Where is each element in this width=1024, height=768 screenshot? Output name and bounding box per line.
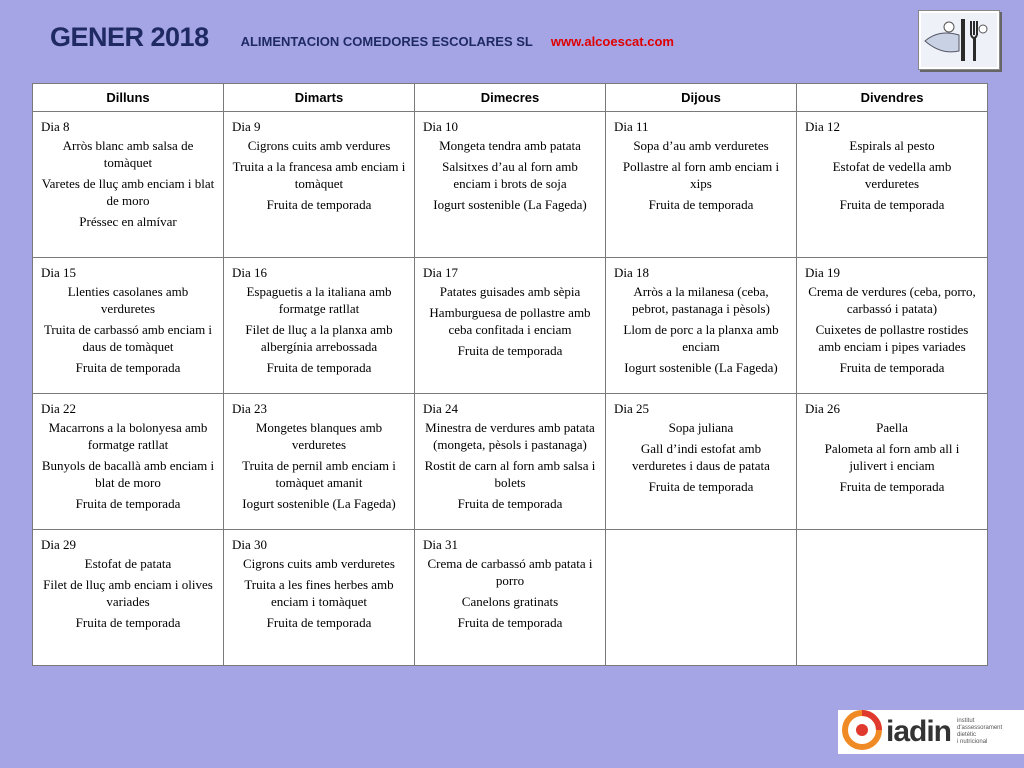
dish-item: Sopa d’au amb verduretes [633,138,769,153]
day-cell [415,112,606,258]
dish-item: Hamburguesa de pollastre amb ceba confitada i enciam [429,305,591,337]
dish-item: Fruita de temporada [75,615,181,630]
day-label: Dia 18 [614,265,650,280]
day-label: Dia 12 [805,119,841,134]
day-label: Dia 22 [41,401,77,416]
day-cell [224,530,415,666]
column-header-friday: Divendres [797,84,988,112]
day-cell [606,394,797,530]
dish-item: Macarrons a la bolonyesa amb formatge ratllat [48,420,208,452]
day-cell [33,394,224,530]
day-label: Dia 24 [423,401,459,416]
day-cell [797,112,988,258]
iadin-subtitle-line: institut [957,718,975,724]
dish-item: Espaguetis a la italiana amb formatge ratllat [246,284,392,316]
company-name: ALIMENTACION COMEDORES ESCOLARES SL [240,34,533,49]
dish-item: Arròs a la milanesa (ceba, pebrot, pastanaga i pèsols) [632,284,770,316]
dish-item: Fruita de temporada [648,197,754,212]
iadin-subtitle-line: d'assessorament [957,725,1003,731]
dish-item: Fruita de temporada [457,343,563,358]
column-header-monday: Dilluns [33,84,224,112]
column-header-wednesday: Dimecres [415,84,606,112]
day-label: Dia 9 [232,119,261,134]
table-header-row [33,84,988,112]
day-label: Dia 16 [232,265,268,280]
day-label: Dia 30 [232,537,268,552]
dish-item: Fruita de temporada [839,197,945,212]
dish-item: Fruita de temporada [266,360,372,375]
dish-item: Fruita de temporada [457,615,563,630]
day-cell [606,258,797,394]
dish-item: Patates guisades amb sèpia [439,284,581,299]
dish-item: Estofat de patata [84,556,172,571]
dish-item: Iogurt sostenible (La Fageda) [433,197,587,212]
dish-item: Bunyols de bacallà amb enciam i blat de moro [41,458,215,490]
day-label: Dia 15 [41,265,77,280]
table-row [33,112,988,258]
day-label: Dia 19 [805,265,841,280]
dish-item: Fruita de temporada [75,360,181,375]
table-row [33,530,988,666]
menu-table [32,83,988,666]
dish-item: Préssec en almívar [79,214,177,229]
table-row [33,258,988,394]
dish-item: Cigrons cuits amb verdures [247,138,391,153]
dish-item: Fruita de temporada [75,496,181,511]
dish-item: Varetes de lluç amb enciam i blat de moro [41,176,215,208]
dish-item: Mongetes blanques amb verduretes [255,420,383,452]
website-link[interactable]: www.alcoescat.com [550,34,674,49]
day-cell [33,258,224,394]
dish-item: Canelons gratinats [461,594,559,609]
dish-item: Cigrons cuits amb verduretes [243,556,395,571]
dish-item: Fruita de temporada [457,496,563,511]
day-label: Dia 17 [423,265,459,280]
iadin-subtitle-line: i nutricional [957,739,988,745]
iadin-logo [838,710,1024,754]
day-cell [224,258,415,394]
dish-item: Llenties casolanes amb verduretes [67,284,189,316]
day-label: Dia 11 [614,119,649,134]
dish-item: Fruita de temporada [266,197,372,212]
day-cell [33,112,224,258]
dish-item: Crema de carbassó amb patata i porro [427,556,593,588]
dish-item: Iogurt sostenible (La Fageda) [624,360,778,375]
dish-item: Truita a les fines herbes amb enciam i tomàquet [244,577,394,609]
day-label: Dia 29 [41,537,77,552]
dish-item: Filet de lluç amb enciam i olives variades [43,577,213,609]
day-label: Dia 8 [41,119,70,134]
dish-item: Filet de lluç a la planxa amb albergínia arrebossada [245,322,393,354]
iadin-subtitle [957,718,1002,746]
day-label: Dia 25 [614,401,650,416]
dish-item: Fruita de temporada [839,360,945,375]
dish-item: Crema de verdures (ceba, porro, carbassó i patata) [808,284,976,316]
dish-item: Iogurt sostenible (La Fageda) [242,496,396,511]
empty-cell [797,530,988,666]
dish-item: Fruita de temporada [266,615,372,630]
page-header [50,22,674,62]
day-label: Dia 10 [423,119,459,134]
dish-item: Fruita de temporada [839,479,945,494]
dish-item: Salsitxes d’au al forn amb enciam i brots de soja [442,159,578,191]
empty-cell [606,530,797,666]
dish-item: Paella [876,420,908,435]
dish-item: Cuixetes de pollastre rostides amb enciam i pipes variades [815,322,969,354]
cutlery-icon [918,10,1000,70]
day-label: Dia 26 [805,401,841,416]
dish-item: Truita a la francesa amb enciam i tomàquet [232,159,406,191]
page-title: GENER 2018 [50,22,209,52]
dish-item: Truita de pernil amb enciam i tomàquet amanit [242,458,396,490]
dish-item: Palometa al forn amb all i julivert i enciam [824,441,960,473]
day-cell [415,258,606,394]
dish-item: Espirals al pesto [849,138,935,153]
dish-item: Gall d’indi estofat amb verduretes i daus de patata [632,441,770,473]
dish-item: Pollastre al forn amb enciam i xips [622,159,780,191]
iadin-subtitle-line: dietètic [957,732,977,738]
day-label: Dia 31 [423,537,459,552]
dish-item: Rostit de carn al forn amb salsa i bolets [424,458,596,490]
dish-item: Truita de carbassó amb enciam i daus de tomàquet [43,322,213,354]
dish-item: Arròs blanc amb salsa de tomàquet [62,138,194,170]
day-cell [224,394,415,530]
day-cell [606,112,797,258]
dish-item: Llom de porc a la planxa amb enciam [623,322,779,354]
dish-item: Estofat de vedella amb verduretes [832,159,952,191]
day-cell [224,112,415,258]
dish-item: Sopa juliana [668,420,734,435]
day-cell [415,530,606,666]
dish-item: Mongeta tendra amb patata [439,138,581,153]
day-cell [33,530,224,666]
day-cell [797,258,988,394]
column-header-thursday: Dijous [606,84,797,112]
dish-item: Fruita de temporada [648,479,754,494]
iadin-swirl-icon [842,710,882,755]
day-cell [797,394,988,530]
dish-item: Minestra de verdures amb patata (mongeta, pèsols i pastanaga) [425,420,595,452]
day-cell [415,394,606,530]
iadin-wordmark: iadin [886,715,952,748]
day-label: Dia 23 [232,401,268,416]
table-row [33,394,988,530]
column-header-tuesday: Dimarts [224,84,415,112]
